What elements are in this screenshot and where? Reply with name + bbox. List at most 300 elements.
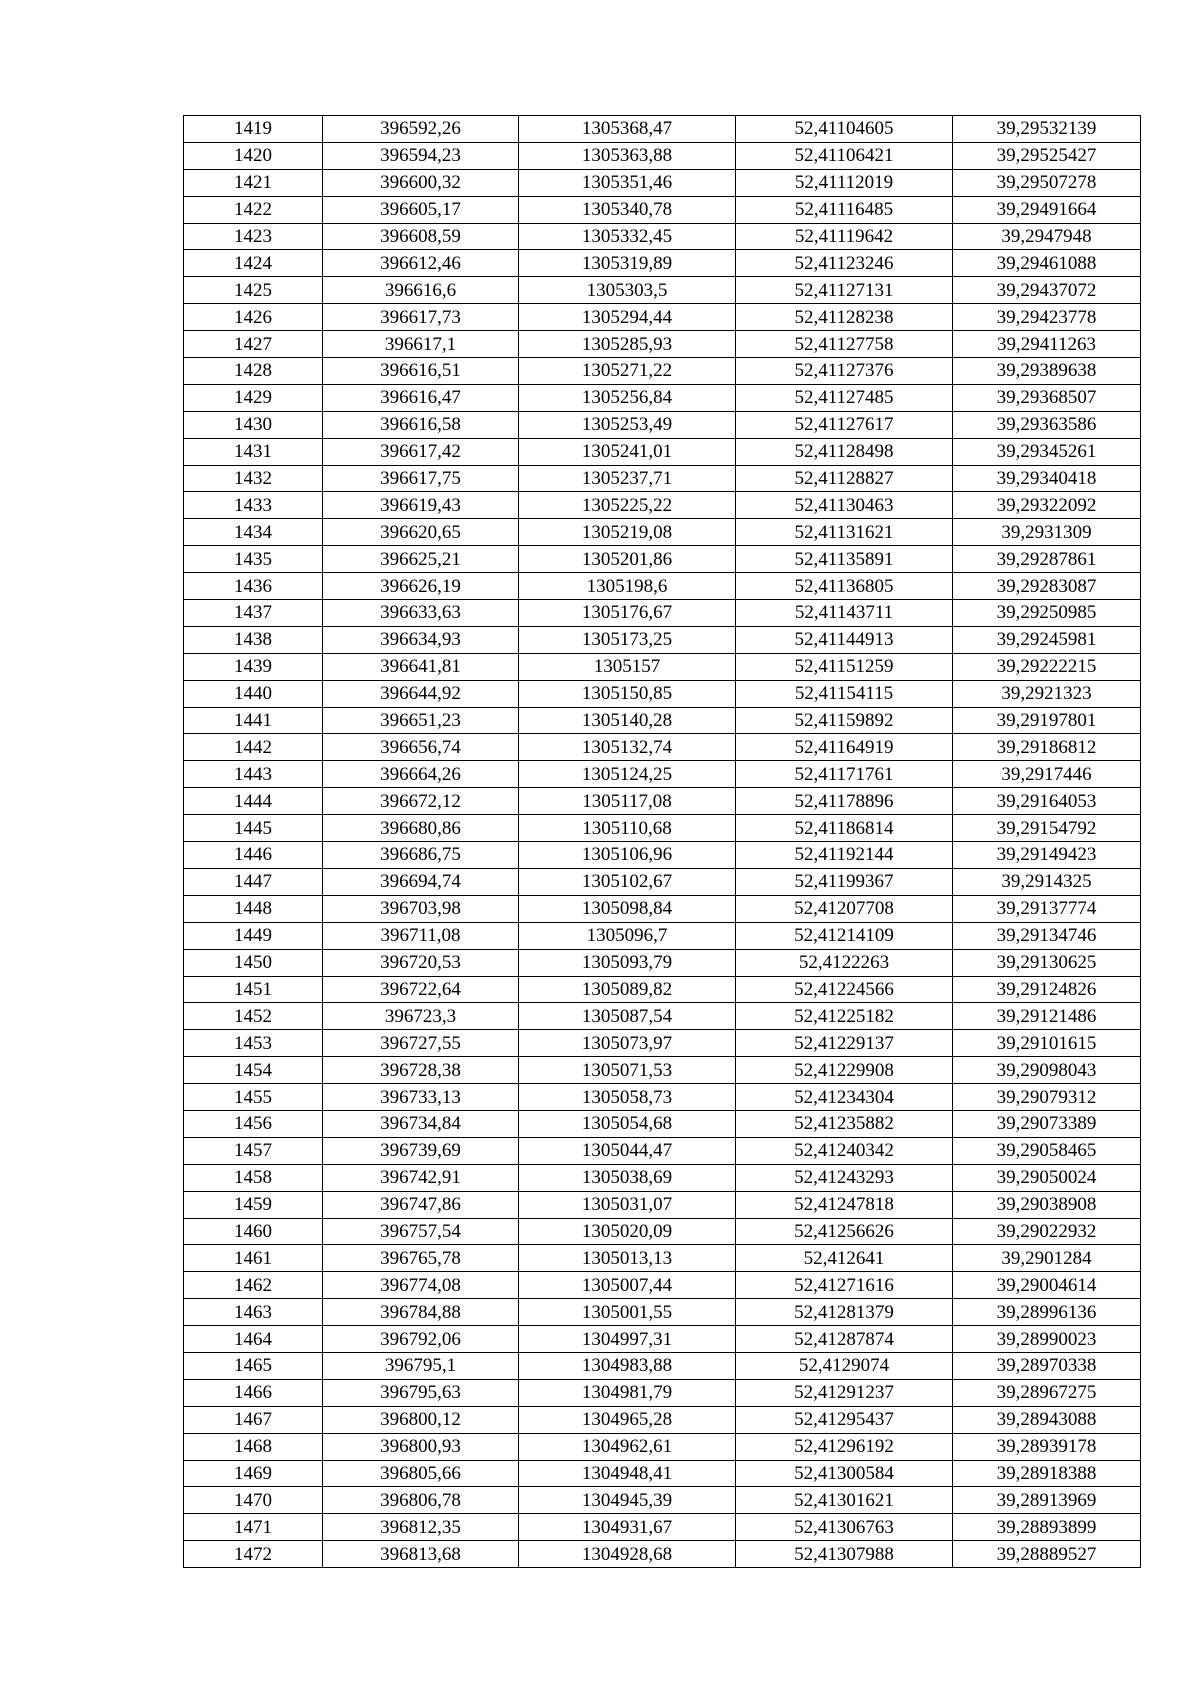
longitude-cell: 39,2914325 xyxy=(953,868,1141,895)
x-coordinate-cell: 396608,59 xyxy=(323,223,519,250)
x-coordinate-cell: 396592,26 xyxy=(323,116,519,143)
table-row xyxy=(184,1110,1141,1137)
longitude-cell: 39,29073389 xyxy=(953,1110,1141,1137)
y-coordinate-cell: 1305058,73 xyxy=(519,1084,736,1111)
x-coordinate-cell: 396594,23 xyxy=(323,142,519,169)
y-coordinate-cell: 1305319,89 xyxy=(519,250,736,277)
latitude-cell: 52,41199367 xyxy=(736,868,953,895)
y-coordinate-cell: 1305198,6 xyxy=(519,573,736,600)
longitude-cell: 39,29525427 xyxy=(953,142,1141,169)
y-coordinate-cell: 1305340,78 xyxy=(519,196,736,223)
longitude-cell: 39,29137774 xyxy=(953,895,1141,922)
table-row xyxy=(184,358,1141,385)
longitude-cell: 39,28913969 xyxy=(953,1487,1141,1514)
longitude-cell: 39,28943088 xyxy=(953,1406,1141,1433)
point-number-cell: 1428 xyxy=(184,358,323,385)
longitude-cell: 39,29154792 xyxy=(953,815,1141,842)
table-row xyxy=(184,653,1141,680)
x-coordinate-cell: 396672,12 xyxy=(323,788,519,815)
table-row xyxy=(184,922,1141,949)
longitude-cell: 39,29532139 xyxy=(953,116,1141,143)
point-number-cell: 1442 xyxy=(184,734,323,761)
table-row xyxy=(184,707,1141,734)
latitude-cell: 52,41143711 xyxy=(736,600,953,627)
y-coordinate-cell: 1305368,47 xyxy=(519,116,736,143)
longitude-cell: 39,29363586 xyxy=(953,411,1141,438)
y-coordinate-cell: 1304983,88 xyxy=(519,1352,736,1379)
latitude-cell: 52,41127485 xyxy=(736,384,953,411)
longitude-cell: 39,29038908 xyxy=(953,1191,1141,1218)
point-number-cell: 1434 xyxy=(184,519,323,546)
longitude-cell: 39,28939178 xyxy=(953,1433,1141,1460)
latitude-cell: 52,412641 xyxy=(736,1245,953,1272)
x-coordinate-cell: 396774,08 xyxy=(323,1272,519,1299)
y-coordinate-cell: 1305241,01 xyxy=(519,438,736,465)
x-coordinate-cell: 396617,42 xyxy=(323,438,519,465)
latitude-cell: 52,41123246 xyxy=(736,250,953,277)
table-row xyxy=(184,1191,1141,1218)
x-coordinate-cell: 396656,74 xyxy=(323,734,519,761)
point-number-cell: 1463 xyxy=(184,1299,323,1326)
latitude-cell: 52,41127131 xyxy=(736,277,953,304)
x-coordinate-cell: 396641,81 xyxy=(323,653,519,680)
x-coordinate-cell: 396722,64 xyxy=(323,976,519,1003)
y-coordinate-cell: 1305044,47 xyxy=(519,1137,736,1164)
table-row xyxy=(184,1299,1141,1326)
longitude-cell: 39,2921323 xyxy=(953,680,1141,707)
latitude-cell: 52,41243293 xyxy=(736,1164,953,1191)
y-coordinate-cell: 1304981,79 xyxy=(519,1379,736,1406)
point-number-cell: 1451 xyxy=(184,976,323,1003)
y-coordinate-cell: 1305102,67 xyxy=(519,868,736,895)
point-number-cell: 1421 xyxy=(184,169,323,196)
latitude-cell: 52,41106421 xyxy=(736,142,953,169)
y-coordinate-cell: 1305013,13 xyxy=(519,1245,736,1272)
latitude-cell: 52,41164919 xyxy=(736,734,953,761)
table-row xyxy=(184,331,1141,358)
y-coordinate-cell: 1305020,09 xyxy=(519,1218,736,1245)
x-coordinate-cell: 396694,74 xyxy=(323,868,519,895)
latitude-cell: 52,41207708 xyxy=(736,895,953,922)
x-coordinate-cell: 396616,47 xyxy=(323,384,519,411)
x-coordinate-cell: 396739,69 xyxy=(323,1137,519,1164)
x-coordinate-cell: 396633,63 xyxy=(323,600,519,627)
x-coordinate-cell: 396805,66 xyxy=(323,1460,519,1487)
y-coordinate-cell: 1305201,86 xyxy=(519,546,736,573)
longitude-cell: 39,29423778 xyxy=(953,304,1141,331)
latitude-cell: 52,41131621 xyxy=(736,519,953,546)
table-row xyxy=(184,976,1141,1003)
y-coordinate-cell: 1305110,68 xyxy=(519,815,736,842)
point-number-cell: 1420 xyxy=(184,142,323,169)
x-coordinate-cell: 396742,91 xyxy=(323,1164,519,1191)
longitude-cell: 39,28970338 xyxy=(953,1352,1141,1379)
point-number-cell: 1462 xyxy=(184,1272,323,1299)
point-number-cell: 1455 xyxy=(184,1084,323,1111)
x-coordinate-cell: 396600,32 xyxy=(323,169,519,196)
table-row xyxy=(184,1487,1141,1514)
point-number-cell: 1422 xyxy=(184,196,323,223)
latitude-cell: 52,4122263 xyxy=(736,949,953,976)
table-row xyxy=(184,1460,1141,1487)
latitude-cell: 52,41159892 xyxy=(736,707,953,734)
point-number-cell: 1460 xyxy=(184,1218,323,1245)
y-coordinate-cell: 1304945,39 xyxy=(519,1487,736,1514)
longitude-cell: 39,29283087 xyxy=(953,573,1141,600)
y-coordinate-cell: 1305332,45 xyxy=(519,223,736,250)
x-coordinate-cell: 396617,73 xyxy=(323,304,519,331)
point-number-cell: 1454 xyxy=(184,1057,323,1084)
point-number-cell: 1427 xyxy=(184,331,323,358)
table-row xyxy=(184,1057,1141,1084)
latitude-cell: 52,41307988 xyxy=(736,1541,953,1568)
point-number-cell: 1444 xyxy=(184,788,323,815)
y-coordinate-cell: 1305176,67 xyxy=(519,600,736,627)
table-row xyxy=(184,868,1141,895)
latitude-cell: 52,41128238 xyxy=(736,304,953,331)
y-coordinate-cell: 1304928,68 xyxy=(519,1541,736,1568)
longitude-cell: 39,29250985 xyxy=(953,600,1141,627)
x-coordinate-cell: 396686,75 xyxy=(323,842,519,869)
table-row xyxy=(184,949,1141,976)
y-coordinate-cell: 1305256,84 xyxy=(519,384,736,411)
x-coordinate-cell: 396644,92 xyxy=(323,680,519,707)
x-coordinate-cell: 396605,17 xyxy=(323,196,519,223)
longitude-cell: 39,29345261 xyxy=(953,438,1141,465)
x-coordinate-cell: 396723,3 xyxy=(323,1003,519,1030)
y-coordinate-cell: 1305098,84 xyxy=(519,895,736,922)
table-row xyxy=(184,626,1141,653)
point-number-cell: 1435 xyxy=(184,546,323,573)
table-row xyxy=(184,1003,1141,1030)
latitude-cell: 52,41287874 xyxy=(736,1326,953,1353)
table-row xyxy=(184,411,1141,438)
coordinates-table xyxy=(183,115,1141,1568)
point-number-cell: 1441 xyxy=(184,707,323,734)
x-coordinate-cell: 396812,35 xyxy=(323,1514,519,1541)
point-number-cell: 1432 xyxy=(184,465,323,492)
y-coordinate-cell: 1304931,67 xyxy=(519,1514,736,1541)
x-coordinate-cell: 396619,43 xyxy=(323,492,519,519)
y-coordinate-cell: 1305054,68 xyxy=(519,1110,736,1137)
x-coordinate-cell: 396617,75 xyxy=(323,465,519,492)
point-number-cell: 1430 xyxy=(184,411,323,438)
latitude-cell: 52,41128498 xyxy=(736,438,953,465)
y-coordinate-cell: 1305140,28 xyxy=(519,707,736,734)
table-row xyxy=(184,1137,1141,1164)
x-coordinate-cell: 396747,86 xyxy=(323,1191,519,1218)
point-number-cell: 1440 xyxy=(184,680,323,707)
y-coordinate-cell: 1305173,25 xyxy=(519,626,736,653)
point-number-cell: 1426 xyxy=(184,304,323,331)
table-row xyxy=(184,277,1141,304)
latitude-cell: 52,41229137 xyxy=(736,1030,953,1057)
x-coordinate-cell: 396795,63 xyxy=(323,1379,519,1406)
longitude-cell: 39,29437072 xyxy=(953,277,1141,304)
point-number-cell: 1424 xyxy=(184,250,323,277)
latitude-cell: 52,41291237 xyxy=(736,1379,953,1406)
longitude-cell: 39,29340418 xyxy=(953,465,1141,492)
y-coordinate-cell: 1305106,96 xyxy=(519,842,736,869)
x-coordinate-cell: 396612,46 xyxy=(323,250,519,277)
y-coordinate-cell: 1305007,44 xyxy=(519,1272,736,1299)
x-coordinate-cell: 396664,26 xyxy=(323,761,519,788)
longitude-cell: 39,29491664 xyxy=(953,196,1141,223)
y-coordinate-cell: 1305303,5 xyxy=(519,277,736,304)
x-coordinate-cell: 396651,23 xyxy=(323,707,519,734)
y-coordinate-cell: 1304962,61 xyxy=(519,1433,736,1460)
point-number-cell: 1456 xyxy=(184,1110,323,1137)
longitude-cell: 39,2917446 xyxy=(953,761,1141,788)
table-row xyxy=(184,519,1141,546)
y-coordinate-cell: 1305089,82 xyxy=(519,976,736,1003)
longitude-cell: 39,29079312 xyxy=(953,1084,1141,1111)
longitude-cell: 39,29134746 xyxy=(953,922,1141,949)
longitude-cell: 39,29050024 xyxy=(953,1164,1141,1191)
longitude-cell: 39,29022932 xyxy=(953,1218,1141,1245)
longitude-cell: 39,2947948 xyxy=(953,223,1141,250)
y-coordinate-cell: 1305124,25 xyxy=(519,761,736,788)
table-row xyxy=(184,1514,1141,1541)
point-number-cell: 1449 xyxy=(184,922,323,949)
point-number-cell: 1469 xyxy=(184,1460,323,1487)
y-coordinate-cell: 1305073,97 xyxy=(519,1030,736,1057)
point-number-cell: 1433 xyxy=(184,492,323,519)
latitude-cell: 52,41301621 xyxy=(736,1487,953,1514)
latitude-cell: 52,41192144 xyxy=(736,842,953,869)
latitude-cell: 52,41271616 xyxy=(736,1272,953,1299)
longitude-cell: 39,29389638 xyxy=(953,358,1141,385)
x-coordinate-cell: 396784,88 xyxy=(323,1299,519,1326)
coordinates-table-body xyxy=(184,116,1141,1568)
latitude-cell: 52,41135891 xyxy=(736,546,953,573)
y-coordinate-cell: 1305157 xyxy=(519,653,736,680)
y-coordinate-cell: 1304965,28 xyxy=(519,1406,736,1433)
longitude-cell: 39,29245981 xyxy=(953,626,1141,653)
point-number-cell: 1419 xyxy=(184,116,323,143)
point-number-cell: 1466 xyxy=(184,1379,323,1406)
table-row xyxy=(184,734,1141,761)
longitude-cell: 39,2931309 xyxy=(953,519,1141,546)
longitude-cell: 39,28996136 xyxy=(953,1299,1141,1326)
latitude-cell: 52,41154115 xyxy=(736,680,953,707)
point-number-cell: 1431 xyxy=(184,438,323,465)
table-row xyxy=(184,116,1141,143)
x-coordinate-cell: 396734,84 xyxy=(323,1110,519,1137)
table-row xyxy=(184,169,1141,196)
point-number-cell: 1439 xyxy=(184,653,323,680)
table-row xyxy=(184,600,1141,627)
point-number-cell: 1465 xyxy=(184,1352,323,1379)
y-coordinate-cell: 1305071,53 xyxy=(519,1057,736,1084)
x-coordinate-cell: 396616,6 xyxy=(323,277,519,304)
x-coordinate-cell: 396620,65 xyxy=(323,519,519,546)
y-coordinate-cell: 1305093,79 xyxy=(519,949,736,976)
x-coordinate-cell: 396703,98 xyxy=(323,895,519,922)
latitude-cell: 52,41127617 xyxy=(736,411,953,438)
longitude-cell: 39,29058465 xyxy=(953,1137,1141,1164)
x-coordinate-cell: 396616,51 xyxy=(323,358,519,385)
longitude-cell: 39,29121486 xyxy=(953,1003,1141,1030)
latitude-cell: 52,41128827 xyxy=(736,465,953,492)
longitude-cell: 39,29322092 xyxy=(953,492,1141,519)
y-coordinate-cell: 1305087,54 xyxy=(519,1003,736,1030)
table-row xyxy=(184,1326,1141,1353)
y-coordinate-cell: 1305271,22 xyxy=(519,358,736,385)
point-number-cell: 1467 xyxy=(184,1406,323,1433)
table-row xyxy=(184,196,1141,223)
x-coordinate-cell: 396711,08 xyxy=(323,922,519,949)
latitude-cell: 52,41296192 xyxy=(736,1433,953,1460)
longitude-cell: 39,28990023 xyxy=(953,1326,1141,1353)
longitude-cell: 39,29101615 xyxy=(953,1030,1141,1057)
table-row xyxy=(184,895,1141,922)
latitude-cell: 52,41256626 xyxy=(736,1218,953,1245)
x-coordinate-cell: 396813,68 xyxy=(323,1541,519,1568)
point-number-cell: 1458 xyxy=(184,1164,323,1191)
table-row xyxy=(184,573,1141,600)
latitude-cell: 52,41214109 xyxy=(736,922,953,949)
latitude-cell: 52,41229908 xyxy=(736,1057,953,1084)
y-coordinate-cell: 1305253,49 xyxy=(519,411,736,438)
y-coordinate-cell: 1305150,85 xyxy=(519,680,736,707)
latitude-cell: 52,41104605 xyxy=(736,116,953,143)
latitude-cell: 52,41300584 xyxy=(736,1460,953,1487)
point-number-cell: 1461 xyxy=(184,1245,323,1272)
y-coordinate-cell: 1305225,22 xyxy=(519,492,736,519)
x-coordinate-cell: 396806,78 xyxy=(323,1487,519,1514)
x-coordinate-cell: 396800,93 xyxy=(323,1433,519,1460)
point-number-cell: 1457 xyxy=(184,1137,323,1164)
y-coordinate-cell: 1305219,08 xyxy=(519,519,736,546)
point-number-cell: 1464 xyxy=(184,1326,323,1353)
table-row xyxy=(184,1164,1141,1191)
table-row xyxy=(184,438,1141,465)
x-coordinate-cell: 396792,06 xyxy=(323,1326,519,1353)
longitude-cell: 39,29130625 xyxy=(953,949,1141,976)
table-row xyxy=(184,1541,1141,1568)
y-coordinate-cell: 1305132,74 xyxy=(519,734,736,761)
x-coordinate-cell: 396680,86 xyxy=(323,815,519,842)
table-row xyxy=(184,304,1141,331)
latitude-cell: 52,41178896 xyxy=(736,788,953,815)
x-coordinate-cell: 396634,93 xyxy=(323,626,519,653)
x-coordinate-cell: 396795,1 xyxy=(323,1352,519,1379)
y-coordinate-cell: 1305351,46 xyxy=(519,169,736,196)
longitude-cell: 39,29124826 xyxy=(953,976,1141,1003)
point-number-cell: 1453 xyxy=(184,1030,323,1057)
point-number-cell: 1438 xyxy=(184,626,323,653)
point-number-cell: 1436 xyxy=(184,573,323,600)
point-number-cell: 1425 xyxy=(184,277,323,304)
table-row xyxy=(184,465,1141,492)
y-coordinate-cell: 1305285,93 xyxy=(519,331,736,358)
longitude-cell: 39,28967275 xyxy=(953,1379,1141,1406)
y-coordinate-cell: 1305117,08 xyxy=(519,788,736,815)
longitude-cell: 39,29164053 xyxy=(953,788,1141,815)
latitude-cell: 52,41235882 xyxy=(736,1110,953,1137)
point-number-cell: 1452 xyxy=(184,1003,323,1030)
latitude-cell: 52,41224566 xyxy=(736,976,953,1003)
table-row xyxy=(184,142,1141,169)
longitude-cell: 39,29186812 xyxy=(953,734,1141,761)
table-row xyxy=(184,384,1141,411)
point-number-cell: 1470 xyxy=(184,1487,323,1514)
table-row xyxy=(184,1352,1141,1379)
latitude-cell: 52,41112019 xyxy=(736,169,953,196)
table-row xyxy=(184,815,1141,842)
longitude-cell: 39,28889527 xyxy=(953,1541,1141,1568)
y-coordinate-cell: 1305294,44 xyxy=(519,304,736,331)
x-coordinate-cell: 396616,58 xyxy=(323,411,519,438)
table-row xyxy=(184,1433,1141,1460)
table-row xyxy=(184,842,1141,869)
y-coordinate-cell: 1305001,55 xyxy=(519,1299,736,1326)
y-coordinate-cell: 1305363,88 xyxy=(519,142,736,169)
y-coordinate-cell: 1305096,7 xyxy=(519,922,736,949)
point-number-cell: 1445 xyxy=(184,815,323,842)
latitude-cell: 52,41116485 xyxy=(736,196,953,223)
table-row xyxy=(184,1084,1141,1111)
longitude-cell: 39,29098043 xyxy=(953,1057,1141,1084)
point-number-cell: 1447 xyxy=(184,868,323,895)
latitude-cell: 52,41151259 xyxy=(736,653,953,680)
latitude-cell: 52,41306763 xyxy=(736,1514,953,1541)
point-number-cell: 1443 xyxy=(184,761,323,788)
point-number-cell: 1437 xyxy=(184,600,323,627)
y-coordinate-cell: 1305031,07 xyxy=(519,1191,736,1218)
point-number-cell: 1472 xyxy=(184,1541,323,1568)
x-coordinate-cell: 396765,78 xyxy=(323,1245,519,1272)
latitude-cell: 52,41130463 xyxy=(736,492,953,519)
point-number-cell: 1471 xyxy=(184,1514,323,1541)
longitude-cell: 39,29411263 xyxy=(953,331,1141,358)
x-coordinate-cell: 396733,13 xyxy=(323,1084,519,1111)
longitude-cell: 39,29461088 xyxy=(953,250,1141,277)
point-number-cell: 1446 xyxy=(184,842,323,869)
y-coordinate-cell: 1304997,31 xyxy=(519,1326,736,1353)
table-row xyxy=(184,761,1141,788)
longitude-cell: 39,28918388 xyxy=(953,1460,1141,1487)
latitude-cell: 52,41295437 xyxy=(736,1406,953,1433)
latitude-cell: 52,41127758 xyxy=(736,331,953,358)
latitude-cell: 52,4129074 xyxy=(736,1352,953,1379)
point-number-cell: 1448 xyxy=(184,895,323,922)
table-row xyxy=(184,546,1141,573)
table-row xyxy=(184,1272,1141,1299)
longitude-cell: 39,29197801 xyxy=(953,707,1141,734)
longitude-cell: 39,29149423 xyxy=(953,842,1141,869)
latitude-cell: 52,41225182 xyxy=(736,1003,953,1030)
x-coordinate-cell: 396617,1 xyxy=(323,331,519,358)
latitude-cell: 52,41144913 xyxy=(736,626,953,653)
longitude-cell: 39,29004614 xyxy=(953,1272,1141,1299)
longitude-cell: 39,29507278 xyxy=(953,169,1141,196)
table-row xyxy=(184,1245,1141,1272)
table-row xyxy=(184,223,1141,250)
latitude-cell: 52,41171761 xyxy=(736,761,953,788)
x-coordinate-cell: 396625,21 xyxy=(323,546,519,573)
longitude-cell: 39,29287861 xyxy=(953,546,1141,573)
latitude-cell: 52,41186814 xyxy=(736,815,953,842)
table-row xyxy=(184,1406,1141,1433)
x-coordinate-cell: 396728,38 xyxy=(323,1057,519,1084)
point-number-cell: 1468 xyxy=(184,1433,323,1460)
latitude-cell: 52,41240342 xyxy=(736,1137,953,1164)
point-number-cell: 1450 xyxy=(184,949,323,976)
latitude-cell: 52,41127376 xyxy=(736,358,953,385)
latitude-cell: 52,41281379 xyxy=(736,1299,953,1326)
